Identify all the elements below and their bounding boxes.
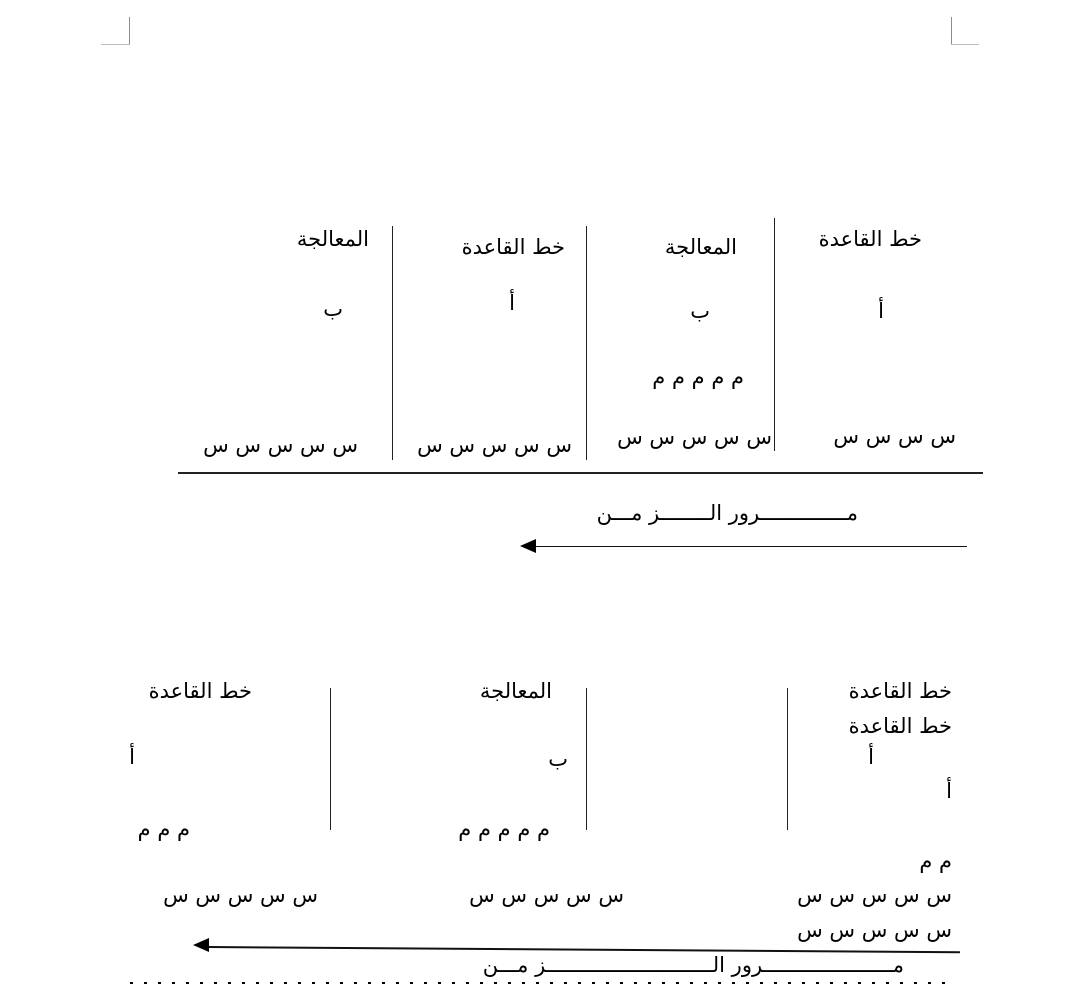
- phase-divider: [787, 688, 788, 830]
- phase1-letter-duplicate: أ: [946, 779, 952, 803]
- phase4-letter: ب: [323, 297, 343, 321]
- time-arrow-line: [534, 546, 967, 547]
- phase1-title: خط القاعدة: [848, 679, 952, 703]
- phase3-letter: أ: [509, 291, 515, 315]
- phase1-s-row: س س س س س: [797, 883, 952, 907]
- phase2-title: المعالجة: [664, 235, 737, 259]
- corner-mark-tl-vertical: [129, 17, 130, 44]
- phase1-s-row: س س س س: [833, 424, 956, 448]
- phase-divider: [586, 688, 587, 830]
- phase2-letter: ب: [690, 299, 710, 323]
- time-label: مــــــــــــــرور الــــــــز مـــن: [596, 501, 858, 525]
- phase2-m-row: م م م م م: [652, 365, 744, 389]
- phase2-title: المعالجة: [479, 679, 552, 703]
- phase-divider: [774, 218, 775, 451]
- phase3-s-row: س س س س س: [417, 433, 572, 457]
- phase-divider: [330, 688, 331, 830]
- phase1-letter: أ: [878, 299, 884, 323]
- phase4-s-row: س س س س س: [203, 433, 358, 457]
- phase2-letter: ب: [548, 747, 568, 771]
- phase3-letter: أ: [129, 745, 135, 769]
- corner-mark-tr-vertical: [951, 17, 952, 44]
- time-label: مـــــــــــــــــــــرور الـــــــــــــــــــــــــــز مـــن: [482, 953, 904, 977]
- cutoff-text-fragments: [130, 982, 950, 984]
- phase4-title: المعالجة: [296, 227, 369, 251]
- phase2-m-row: م م م م م: [458, 817, 550, 841]
- phase-divider: [392, 226, 393, 460]
- corner-mark-tl-horizontal: [101, 44, 130, 45]
- phase1-letter: أ: [868, 745, 874, 769]
- phase-divider: [586, 226, 587, 460]
- corner-mark-tr-horizontal: [951, 44, 979, 45]
- diagram-baseline: [178, 472, 983, 474]
- phase3-title: خط القاعدة: [148, 679, 252, 703]
- phase3-s-row: س س س س س: [163, 883, 318, 907]
- phase1-s-row-duplicate: س س س س س: [797, 918, 952, 942]
- phase1-title-duplicate: خط القاعدة: [848, 714, 952, 738]
- phase2-s-row: س س س س س: [469, 883, 624, 907]
- cutoff-paragraph-line: [130, 980, 950, 985]
- arrow-left-icon: [193, 938, 209, 952]
- phase1-m-row: م م: [919, 849, 952, 873]
- phase3-title: خط القاعدة: [461, 235, 565, 259]
- phase1-title: خط القاعدة: [818, 227, 922, 251]
- phase2-s-row: س س س س س: [617, 425, 772, 449]
- phase3-m-row: م م م: [137, 817, 190, 841]
- arrow-left-icon: [520, 539, 536, 553]
